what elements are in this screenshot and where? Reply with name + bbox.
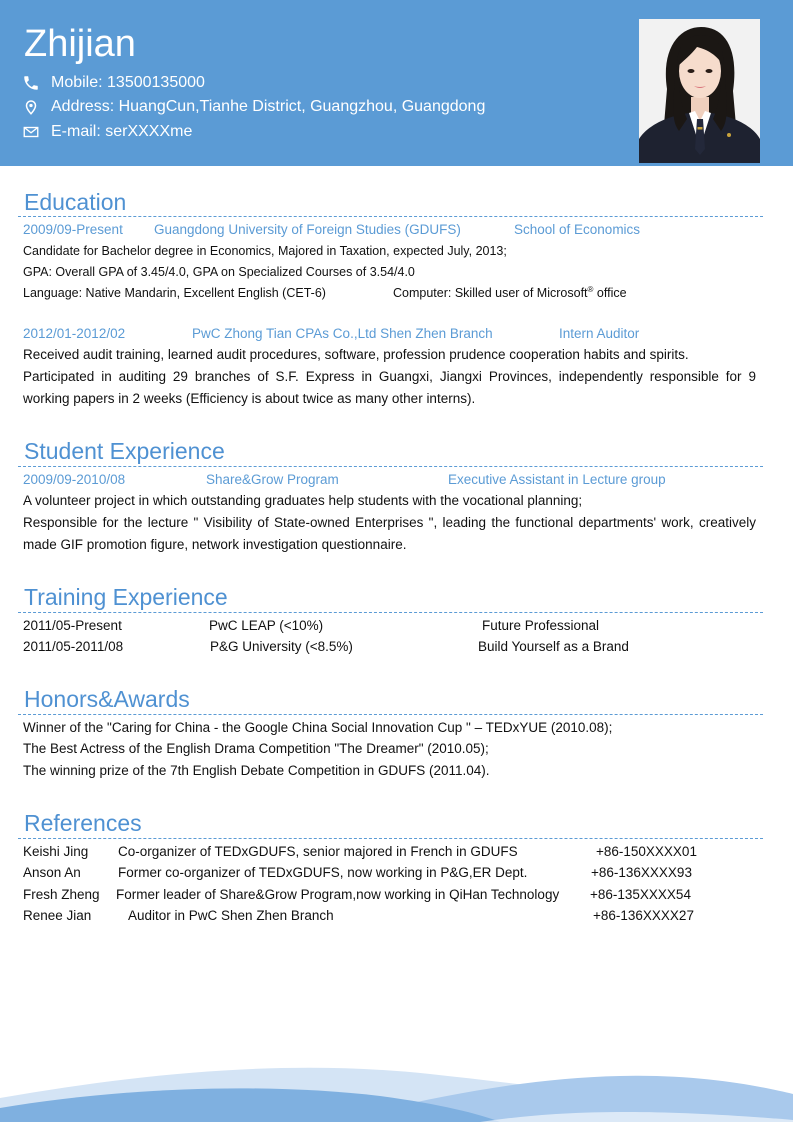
- reference-4-phone: +86-136XXXX27: [593, 908, 694, 923]
- reference-1-desc: Co-organizer of TEDxGDUFS, senior majored in French in GDUFS: [118, 844, 518, 859]
- edu1-computer: [393, 284, 627, 302]
- edu1-line2: GPA: Overall GPA of 3.45/4.0, GPA on Specialized Courses of 3.54/4.0: [23, 265, 415, 279]
- mail-icon: [22, 123, 40, 141]
- reference-3-name: Fresh Zheng: [23, 887, 100, 902]
- edu1-language: Language: Native Mandarin, Excellent English (CET-6): [23, 286, 326, 300]
- edu1-org: Guangdong University of Foreign Studies (GDUFS): [154, 222, 461, 237]
- edu1-computer-post: office: [593, 286, 627, 300]
- student-line1: A volunteer project in which outstanding graduates help students with the vocational planning;: [23, 493, 583, 508]
- edu1-line1: Candidate for Bachelor degree in Economics, Majored in Taxation, expected July, 2013;: [23, 244, 507, 258]
- honor-item-2: The Best Actress of the English Drama Competition "The Dreamer" (2010.05);: [23, 741, 489, 756]
- candidate-name: Zhijian: [24, 23, 136, 65]
- location-pin-icon: [22, 98, 40, 116]
- profile-photo: [639, 19, 760, 163]
- reference-3-desc: Former leader of Share&Grow Program,now working in QiHan Technology: [116, 887, 560, 902]
- reference-2-name: Anson An: [23, 865, 81, 880]
- training-row-1-date: 2011/05-Present: [23, 618, 122, 633]
- edu1-date: 2009/09-Present: [23, 222, 123, 237]
- reference-4-desc: Auditor in PwC Shen Zhen Branch: [128, 908, 334, 923]
- edu1-role: School of Economics: [514, 222, 641, 237]
- edu1-computer-pre: Computer: Skilled user of Microsoft: [393, 286, 588, 300]
- section-title-education: Education: [24, 189, 127, 215]
- divider-honors: [18, 714, 763, 715]
- phone-icon: [22, 74, 40, 92]
- divider-training: [18, 612, 763, 613]
- student-line2: Responsible for the lecture " Visibility of State-owned Enterprises ", leading the functional departments' work, creatively made GIF promotion figure, network investigation questionnaire.: [23, 515, 756, 552]
- edu2-line1: Received audit training, learned audit procedures, software, profession prudence cooperation habits and spirits.: [23, 347, 689, 362]
- divider-student: [18, 466, 763, 467]
- training-row-2-name: Build Yourself as a Brand: [478, 639, 629, 654]
- reference-1-name: Keishi Jing: [23, 844, 89, 859]
- contact-address: [22, 97, 485, 117]
- reference-2-desc: Former co-organizer of TEDxGDUFS, now working in P&G,ER Dept.: [118, 865, 528, 880]
- registered-mark: ®: [587, 284, 594, 294]
- edu2-role: Intern Auditor: [559, 326, 640, 341]
- reference-1-phone: +86-150XXXX01: [596, 844, 697, 859]
- header-banner: [0, 0, 793, 166]
- reference-2-phone: +86-136XXXX93: [591, 865, 692, 880]
- contact-email: [22, 122, 192, 142]
- section-title-honors: Honors&Awards: [24, 686, 190, 712]
- section-title-student: Student Experience: [24, 438, 225, 464]
- student-date: 2009/09-2010/08: [23, 472, 126, 487]
- honor-item-3: The winning prize of the 7th English Debate Competition in GDUFS (2011.04).: [23, 763, 490, 778]
- section-title-training: Training Experience: [24, 584, 228, 610]
- divider-education: [18, 216, 763, 217]
- edu2-org: PwC Zhong Tian CPAs Co.,Ltd Shen Zhen Branch: [192, 326, 493, 341]
- contact-mobile: [22, 73, 205, 93]
- training-row-1-name: Future Professional: [482, 618, 600, 633]
- edu2-line2: Participated in auditing 29 branches of S.F. Express in Guangxi, Jiangxi Provinces, independently responsible for 9 working papers in 2 weeks (Efficiency is about twice as many other interns).: [23, 369, 756, 406]
- divider-references: [18, 838, 763, 839]
- edu2-date: 2012/01-2012/02: [23, 326, 126, 341]
- training-row-2-date: 2011/05-2011/08: [23, 639, 124, 654]
- reference-3-phone: +86-135XXXX54: [590, 887, 691, 902]
- mobile-text: Mobile: 13500135000: [51, 74, 205, 91]
- honor-item-1: Winner of the "Caring for China - the Google China Social Innovation Cup " – TEDxYUE (2010.08);: [23, 720, 613, 735]
- address-text: Address: HuangCun,Tianhe District, Guangzhou, Guangdong: [51, 98, 486, 115]
- reference-4-name: Renee Jian: [23, 908, 92, 923]
- training-row-2-program: P&G University (<8.5%): [210, 639, 353, 654]
- student-role: Executive Assistant in Lecture group: [448, 472, 666, 487]
- bottom-wave-decoration: [0, 1060, 793, 1122]
- training-row-1-program: PwC LEAP (<10%): [209, 618, 324, 633]
- section-title-references: References: [24, 810, 142, 836]
- email-text: E-mail: serXXXXme: [51, 123, 193, 140]
- student-org: Share&Grow Program: [206, 472, 339, 487]
